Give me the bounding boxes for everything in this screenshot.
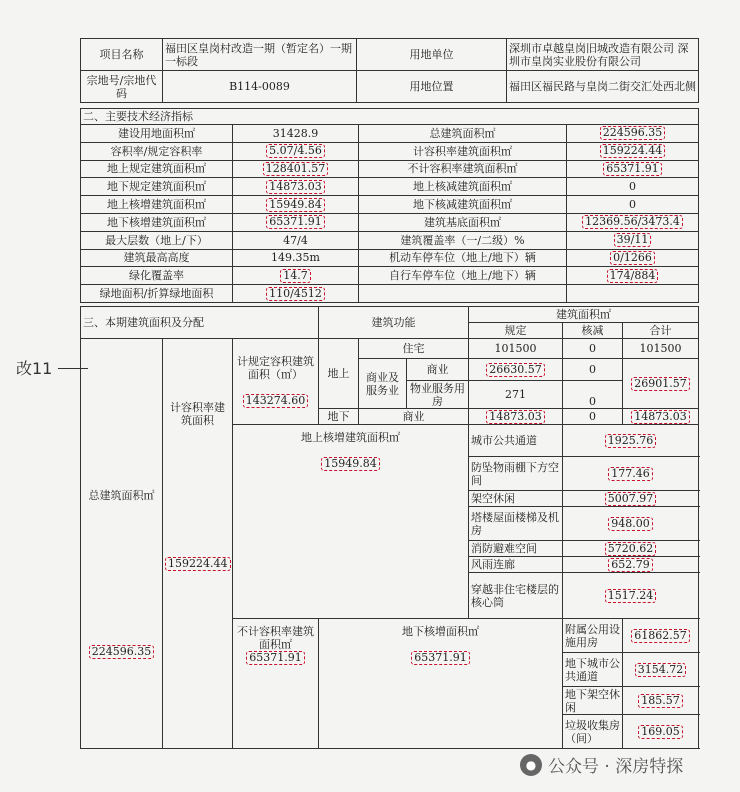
above-add-item: 穿越非住宅楼层的核心筒	[469, 573, 563, 619]
com-plan: 26630.57	[486, 363, 545, 377]
tech-value-cell	[233, 213, 359, 231]
b-commercial-label: 商业	[359, 409, 469, 425]
tech-label: 不计容积率建筑面积㎡	[359, 160, 567, 178]
tech-label: 地上核减建筑面积㎡	[359, 178, 567, 196]
below-add-cell	[319, 619, 563, 749]
tech-value-cell	[233, 196, 359, 214]
tech-value: 31428.9	[233, 125, 359, 143]
commercial-group-label: 商业及服务业	[359, 359, 407, 409]
tech-value: 39/11	[614, 233, 652, 247]
tech-label: 地上核增建筑面积㎡	[81, 196, 233, 214]
above-add-cell	[233, 425, 469, 619]
tech-value: 0	[567, 178, 699, 196]
above-add-value: 15949.84	[321, 457, 380, 471]
watermark	[520, 752, 683, 777]
property-label: 物业服务用房	[407, 381, 469, 409]
tech-label: 绿地面积/折算绿地面积	[81, 285, 233, 303]
below-ground-label: 地下	[319, 409, 359, 425]
tech-value: 128401.57	[263, 162, 329, 176]
above-add-label: 地上核增建筑面积㎡	[301, 431, 400, 444]
tech-value: 14873.03	[266, 180, 325, 194]
below-add-item-value: 169.05	[638, 725, 683, 739]
below-add-value: 65371.91	[411, 651, 470, 665]
tech-label: 地下核增建筑面积㎡	[81, 213, 233, 231]
above-add-item-value: 1517.24	[605, 589, 657, 603]
uncounted-label: 不计容积率建筑面积㎡	[237, 625, 314, 651]
tech-label: 地上规定建筑面积㎡	[81, 160, 233, 178]
tech-value-cell	[233, 142, 359, 160]
tech-value: 149.35m	[233, 249, 359, 267]
com-total: 26901.57	[631, 377, 690, 391]
tech-label: 最大层数（地上/下）	[81, 231, 233, 249]
below-add-item: 地下架空休闲	[563, 687, 623, 715]
counted-area-label-cell	[163, 339, 233, 749]
tech-label: 容积率/规定容积率	[81, 142, 233, 160]
above-add-item-value: 177.46	[608, 467, 653, 481]
alloc-section-title: 三、本期建筑面积及分配	[81, 307, 319, 339]
tech-label	[359, 285, 567, 303]
above-add-item: 风雨连廊	[469, 557, 563, 573]
watermark-text: 公众号 · 深房特探	[548, 757, 684, 777]
tech-value-cell	[233, 178, 359, 196]
tech-label: 绿化覆盖率	[81, 267, 233, 285]
total-header: 合计	[623, 323, 699, 339]
tech-label: 建设用地面积㎡	[81, 125, 233, 143]
land-unit: 深圳市卓越皇岗旧城改造有限公司 深圳市皇岗实业股份有限公司	[507, 39, 699, 71]
prop-cut: 0	[563, 381, 623, 409]
land-unit-label: 用地单位	[357, 39, 507, 71]
tech-row	[81, 285, 699, 303]
commercial-label: 商业	[407, 359, 469, 381]
tech-value: 159224.44	[600, 144, 666, 158]
below-add-item: 地下城市公共通道	[563, 653, 623, 687]
uncounted-value: 65371.91	[246, 651, 305, 665]
tech-value: 14.7	[280, 269, 311, 283]
tech-row	[81, 178, 699, 196]
tech-row	[81, 160, 699, 178]
tech-section-title: 二、主要技术经济指标	[81, 109, 699, 125]
area-allocation-table	[80, 306, 699, 749]
plan-area-label: 计规定容积建筑面积（㎡）	[237, 355, 314, 381]
tech-label: 地下规定建筑面积㎡	[81, 178, 233, 196]
tech-row	[81, 267, 699, 285]
total-area-label-cell	[81, 339, 163, 749]
project-name-label: 项目名称	[81, 39, 163, 71]
tech-label: 机动车停车位（地上/地下）辆	[359, 249, 567, 267]
above-add-item: 塔楼屋面楼梯及机房	[469, 507, 563, 541]
com-cut: 0	[563, 359, 623, 381]
uncounted-cell	[233, 619, 319, 749]
above-ground-label: 地上	[319, 339, 359, 409]
tech-label: 总建筑面积㎡	[359, 125, 567, 143]
project-name: 福田区皇岗村改造一期（暂定名）一期一标段	[163, 39, 357, 71]
above-add-item-value: 1925.76	[605, 434, 657, 448]
tech-row	[81, 142, 699, 160]
tech-row	[81, 196, 699, 214]
below-add-item-value: 3154.72	[635, 663, 687, 677]
above-add-item-value: 5720.62	[605, 542, 657, 556]
tech-value: 65371.91	[266, 215, 325, 229]
tech-value: 0/1266	[610, 251, 655, 265]
tech-value-cell	[233, 160, 359, 178]
tech-value: 224596.35	[600, 126, 666, 140]
above-add-item: 防坠物雨棚下方空间	[469, 457, 563, 491]
tech-value	[567, 285, 699, 303]
tech-label: 建筑基底面积㎡	[359, 213, 567, 231]
tech-label: 计容积率建筑面积㎡	[359, 142, 567, 160]
tech-value-cell	[567, 142, 699, 160]
above-add-item-value: 5007.97	[605, 492, 657, 506]
total-area-value: 224596.35	[89, 645, 155, 659]
tech-value-cell	[567, 160, 699, 178]
tech-value: 65371.91	[603, 162, 662, 176]
plan-area-cell	[233, 339, 319, 425]
counted-area-value: 159224.44	[165, 557, 231, 571]
tech-value: 12369.56/3473.4	[582, 215, 683, 229]
wechat-icon: ●	[520, 754, 542, 776]
parcel-number: B114-0089	[163, 71, 357, 103]
location: 福田区福民路与皇岗二街交汇处西北侧	[507, 71, 699, 103]
b-com-cut: 0	[563, 409, 623, 425]
tech-value-cell	[567, 267, 699, 285]
tech-label: 自行车停车位（地上/地下）辆	[359, 267, 567, 285]
tech-value-cell	[567, 213, 699, 231]
tech-value-cell	[233, 285, 359, 303]
plan-header: 规定	[469, 323, 563, 339]
tech-value: 110/4512	[266, 287, 325, 301]
above-add-item: 架空休闲	[469, 491, 563, 507]
tech-value: 15949.84	[266, 198, 325, 212]
above-add-item: 城市公共通道	[469, 425, 563, 457]
above-add-item: 消防避难空间	[469, 541, 563, 557]
tech-indicator-table	[80, 108, 699, 303]
project-info-table	[80, 38, 699, 103]
cut-header: 核减	[563, 323, 623, 339]
tech-label: 地下核减建筑面积㎡	[359, 196, 567, 214]
tech-label: 建筑最高高度	[81, 249, 233, 267]
res-total: 101500	[623, 339, 699, 359]
residential-label: 住宅	[359, 339, 469, 359]
tech-row	[81, 213, 699, 231]
tech-value-cell	[567, 125, 699, 143]
function-header: 建筑功能	[319, 307, 469, 339]
tech-value: 0	[567, 196, 699, 214]
tech-row	[81, 125, 699, 143]
below-add-item-value: 61862.57	[631, 629, 690, 643]
plan-area-value: 143274.60	[243, 394, 309, 408]
tech-value-cell	[567, 249, 699, 267]
above-add-item-value: 948.00	[608, 517, 653, 531]
b-com-plan: 14873.03	[486, 410, 545, 424]
area-header: 建筑面积㎡	[469, 307, 699, 323]
prop-plan: 271	[469, 381, 563, 409]
location-label: 用地位置	[357, 71, 507, 103]
below-add-item: 附属公用设施用房	[563, 619, 623, 653]
tech-value: 174/884	[607, 269, 659, 283]
handwritten-annotation: 改11	[16, 359, 53, 378]
tech-value-cell	[233, 267, 359, 285]
below-add-item: 垃圾收集房（间）	[563, 715, 623, 749]
tech-row	[81, 231, 699, 249]
below-add-label: 地下核增面积㎡	[402, 625, 479, 638]
b-com-total: 14873.03	[631, 410, 690, 424]
tech-value: 47/4	[233, 231, 359, 249]
counted-area-label: 计容积率建筑面积	[170, 401, 225, 427]
tech-value: 5.07/4.56	[266, 144, 325, 158]
above-add-item-value: 652.79	[608, 558, 653, 572]
tech-label: 建筑覆盖率（一/二级）%	[359, 231, 567, 249]
annotation-line	[58, 368, 88, 369]
total-area-label: 总建筑面积㎡	[88, 489, 155, 502]
below-add-item-value: 185.57	[638, 694, 683, 708]
res-plan: 101500	[469, 339, 563, 359]
parcel-label: 宗地号/宗地代码	[81, 71, 163, 103]
tech-row	[81, 249, 699, 267]
res-cut: 0	[563, 339, 623, 359]
tech-value-cell	[567, 231, 699, 249]
